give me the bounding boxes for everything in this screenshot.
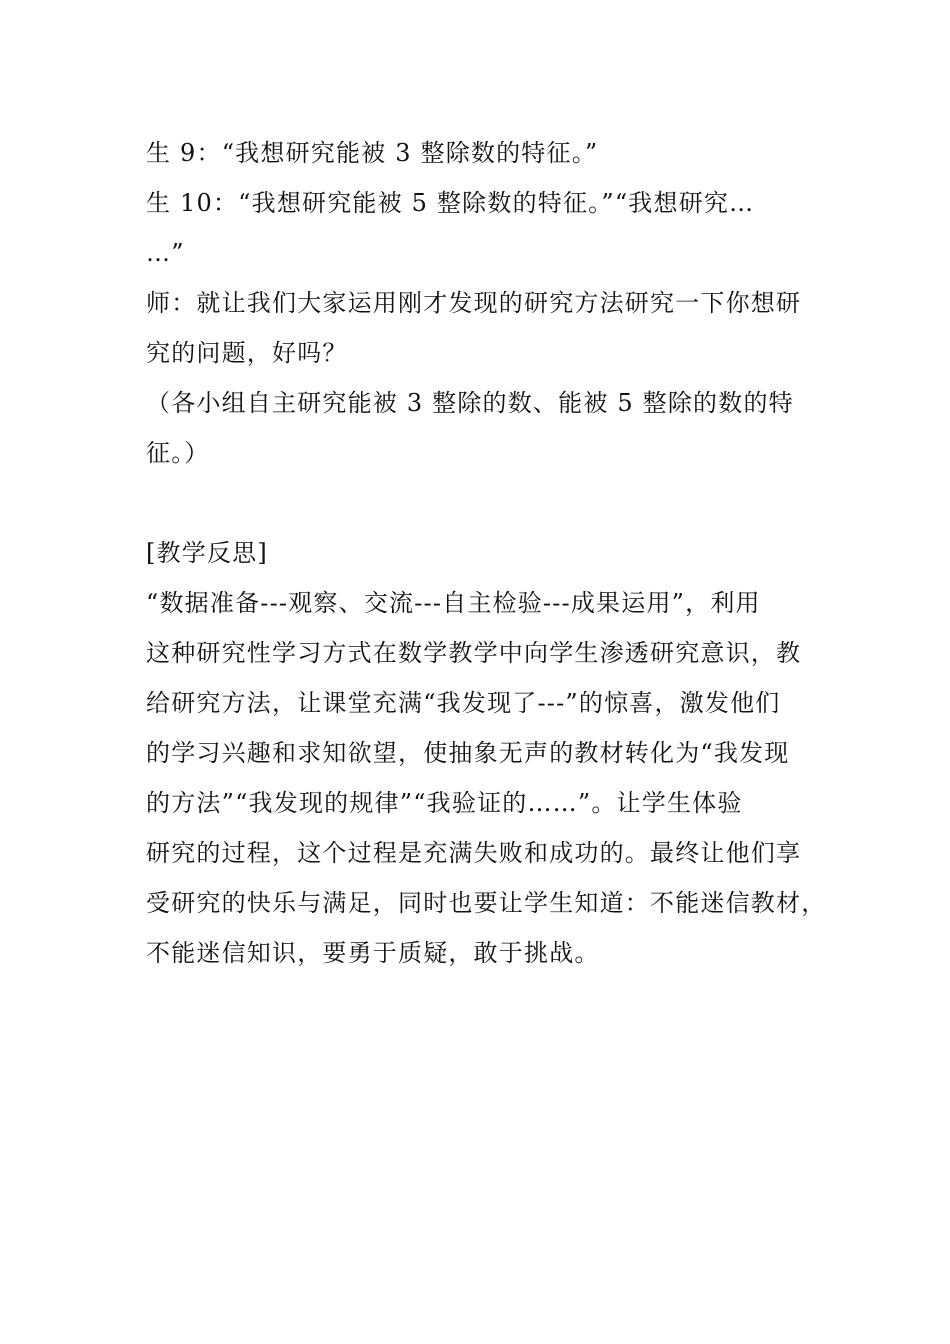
activity-line-1: （各小组自主研究能被 3 整除的数、能被 5 整除的数的特 bbox=[146, 389, 794, 417]
document-page bbox=[146, 128, 827, 978]
student-9-line: 生 9：“我想研究能被 3 整除数的特征。” bbox=[146, 139, 599, 167]
teacher-line-1: 师：就让我们大家运用刚才发现的研究方法研究一下你想研 bbox=[146, 289, 802, 317]
reflection-heading: [教学反思] bbox=[146, 539, 268, 567]
student-10-line-2: …” bbox=[146, 239, 185, 267]
reflection-line: 这种研究性学习方式在数学教学中向学生渗透研究意识，教 bbox=[146, 639, 802, 667]
teacher-line-2: 究的问题，好吗？ bbox=[146, 339, 348, 367]
reflection-line: 受研究的快乐与满足，同时也要让学生知道：不能迷信教材， bbox=[146, 889, 827, 917]
reflection-line: 的学习兴趣和求知欲望，使抽象无声的教材转化为“我发现 bbox=[146, 739, 790, 767]
reflection-line: 给研究方法，让课堂充满“我发现了---”的惊喜，激发他们 bbox=[146, 689, 781, 717]
reflection-line: 的方法”“我发现的规律”“我验证的……”。让学生体验 bbox=[146, 789, 743, 817]
reflection-line: 研究的过程，这个过程是充满失败和成功的。最终让他们享 bbox=[146, 839, 802, 867]
reflection-line: 不能迷信知识，要勇于质疑，敢于挑战。 bbox=[146, 939, 600, 967]
reflection-line: “数据准备---观察、交流---自主检验---成果运用”，利用 bbox=[146, 589, 761, 617]
activity-line-2: 征。） bbox=[146, 439, 210, 467]
paragraph-gap bbox=[146, 478, 810, 528]
student-10-line-1: 生 10：“我想研究能被 5 整除数的特征。”“我想研究… bbox=[146, 189, 755, 217]
